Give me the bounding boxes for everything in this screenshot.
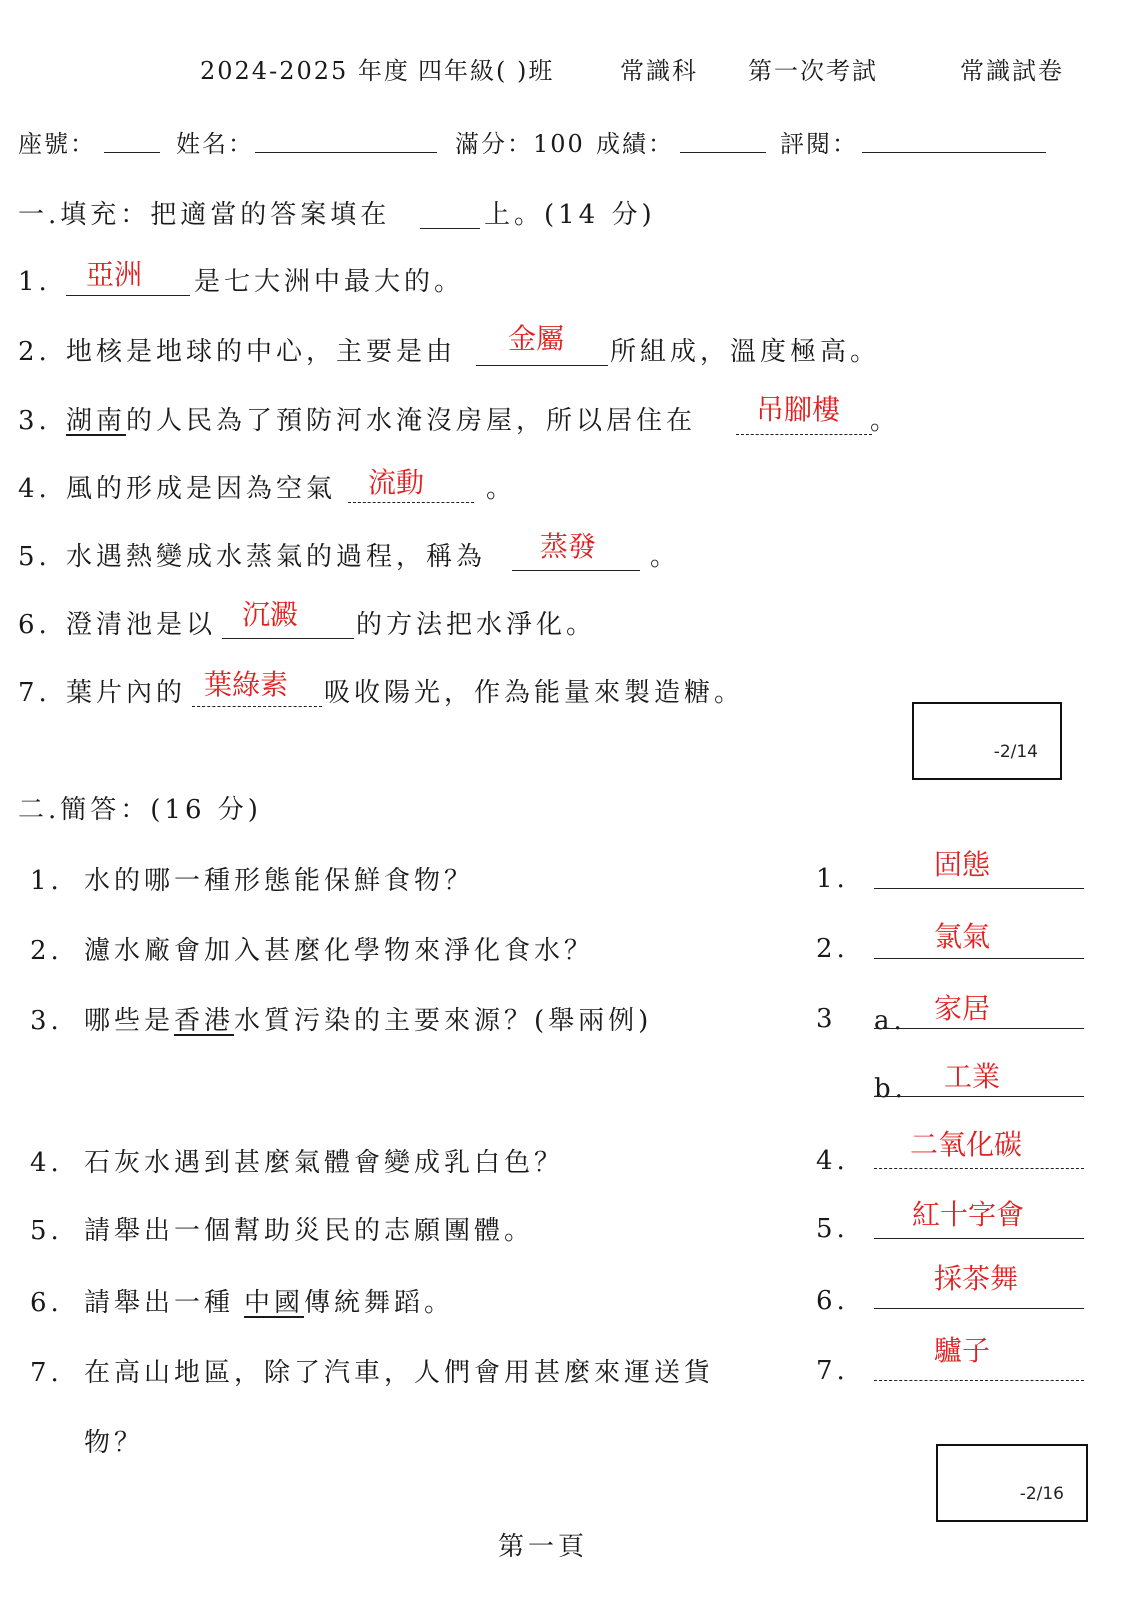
s2-a4-blank[interactable] (874, 1168, 1084, 1169)
s2-q7-text: 在高山地區，除了汽車，人們會用甚麼來運送貨 (84, 1358, 715, 1388)
s1-q5-text-after: 。 (650, 542, 681, 572)
s1-q4-text-after: 。 (486, 474, 517, 504)
s2-a3-sub-a: a. (874, 1006, 906, 1036)
s1-q6-answer: 沉澱 (242, 598, 299, 631)
section1-heading-a: 一.填充：把適當的答案填在 (18, 200, 391, 230)
s1-q6-blank[interactable] (222, 638, 354, 639)
s1-q5-number: 5. (18, 542, 51, 572)
s1-q1-answer: 亞洲 (86, 258, 143, 291)
s2-q3-place: 香港 (174, 1006, 235, 1036)
s1-q6-text-before: 澄清池是以 (66, 610, 217, 640)
s1-q4-text-before: 風的形成是因為空氣 (66, 474, 337, 504)
grade-label: 成績： (596, 130, 674, 158)
s2-q3-text-b: 水質污染的主要來源？(舉兩例) (234, 1006, 653, 1036)
s2-q2-number: 2. (30, 936, 63, 966)
s1-q2-number: 2. (18, 337, 51, 367)
section2-score: -2/16 (1019, 1484, 1064, 1504)
review-field[interactable] (862, 152, 1046, 153)
s1-q4-blank[interactable] (348, 502, 474, 503)
s2-q4-text: 石灰水遇到甚麼氣體會變成乳白色？ (84, 1148, 565, 1178)
s1-q5-blank[interactable] (512, 570, 640, 571)
s2-a2-number: 2. (816, 934, 849, 964)
name-label: 姓名： (176, 130, 254, 158)
exam-subject: 常識科 (620, 57, 698, 85)
s1-q5-answer: 蒸發 (540, 530, 597, 563)
s2-a4-answer: 二氧化碳 (910, 1128, 1023, 1161)
section1-score: -2/14 (993, 742, 1038, 762)
s2-a3a-blank[interactable] (874, 1028, 1084, 1029)
full-mark-label: 滿分：100 (455, 130, 585, 158)
s2-a3a-answer: 家居 (934, 992, 991, 1025)
s1-q7-text-before: 葉片內的 (66, 678, 187, 708)
s2-a6-number: 6. (816, 1286, 849, 1316)
s1-q3-answer: 吊腳樓 (756, 393, 841, 426)
s2-a1-number: 1. (816, 864, 849, 894)
s1-q7-blank[interactable] (192, 706, 322, 707)
s2-q7-number: 7. (30, 1358, 63, 1388)
s2-q3-number: 3. (30, 1006, 63, 1036)
s2-q1-text: 水的哪一種形態能保鮮食物？ (84, 866, 475, 896)
section1-heading-b: 上。(14 分) (484, 200, 656, 230)
s1-q2-text-before: 地核是地球的中心，主要是由 (66, 337, 457, 367)
s2-a5-blank[interactable] (874, 1238, 1084, 1239)
s1-q3-number: 3. (18, 406, 51, 436)
s1-q5-text-before: 水遇熱變成水蒸氣的過程，稱為 (66, 542, 487, 572)
review-label: 評閱： (780, 130, 858, 158)
heading-blank (420, 228, 480, 229)
s1-q3-place: 湖南 (66, 406, 127, 436)
grade-field[interactable] (680, 152, 766, 153)
page-number: 第一頁 (498, 1532, 589, 1562)
s2-a7-number: 7. (816, 1356, 849, 1386)
s2-a1-blank[interactable] (874, 888, 1084, 889)
s1-q3-text-before: 的人民為了預防河水淹沒房屋，所以居住在 (126, 406, 697, 436)
s1-q1-text: 是七大洲中最大的。 (194, 267, 465, 297)
s1-q6-text-after: 的方法把水淨化。 (356, 610, 597, 640)
s1-q6-number: 6. (18, 610, 51, 640)
name-field[interactable] (255, 152, 437, 153)
s2-a6-blank[interactable] (874, 1308, 1084, 1309)
s2-a4-number: 4. (816, 1146, 849, 1176)
s2-a2-blank[interactable] (874, 958, 1084, 959)
s2-a3b-blank[interactable] (874, 1096, 1084, 1097)
s2-q3-text-a: 哪些是 (84, 1006, 175, 1036)
s1-q3-blank[interactable] (736, 434, 872, 435)
seat-field[interactable] (104, 152, 160, 153)
s2-q5-number: 5. (30, 1216, 63, 1246)
s2-q1-number: 1. (30, 866, 63, 896)
s2-a2-answer: 氯氣 (934, 920, 991, 953)
s2-q6-text-b: 傳統舞蹈。 (304, 1288, 455, 1318)
s1-q4-number: 4. (18, 474, 51, 504)
s2-q6-country: 中國 (244, 1288, 305, 1318)
section1-score-box (912, 702, 1062, 780)
s1-q1-blank[interactable] (66, 295, 190, 296)
s2-q6-number: 6. (30, 1288, 63, 1318)
exam-class: 四年級( )班 (418, 57, 555, 85)
seat-label: 座號： (18, 130, 96, 158)
s1-q2-blank[interactable] (476, 365, 608, 366)
s2-a5-number: 5. (816, 1214, 849, 1244)
exam-year: 2024-2025 年度 (200, 57, 410, 85)
s2-a7-blank[interactable] (874, 1380, 1084, 1381)
s2-a7-answer: 驢子 (934, 1334, 991, 1367)
s1-q2-text-after: 所組成，溫度極高。 (610, 337, 881, 367)
s2-a3-sub-b: b. (874, 1074, 907, 1104)
s2-a3b-answer: 工業 (944, 1060, 1001, 1093)
s1-q4-answer: 流動 (368, 466, 425, 499)
s2-a3-number: 3 (816, 1004, 837, 1034)
s2-q6-text-a: 請舉出一種 (84, 1288, 235, 1318)
exam-title: 第一次考試 (748, 57, 878, 85)
s1-q3-text-after: 。 (870, 406, 901, 436)
s2-q2-text: 濾水廠會加入甚麼化學物來淨化食水？ (84, 936, 595, 966)
s1-q2-answer: 金屬 (508, 322, 565, 355)
s2-a5-answer: 紅十字會 (912, 1198, 1025, 1231)
exam-paper: 常識試卷 (960, 57, 1064, 85)
s2-q5-text: 請舉出一個幫助災民的志願團體。 (84, 1216, 535, 1246)
s2-q7-text-line2: 物？ (84, 1428, 145, 1458)
s2-a1-answer: 固態 (934, 848, 991, 881)
s2-a6-answer: 採茶舞 (934, 1262, 1019, 1295)
section2-heading: 二.簡答：(16 分) (18, 795, 262, 825)
s2-q4-number: 4. (30, 1148, 63, 1178)
s1-q7-answer: 葉綠素 (204, 668, 289, 701)
s1-q7-number: 7. (18, 678, 51, 708)
section2-score-box (936, 1444, 1088, 1522)
s1-q7-text-after: 吸收陽光，作為能量來製造糖。 (324, 678, 745, 708)
s1-q1-number: 1. (18, 267, 51, 297)
